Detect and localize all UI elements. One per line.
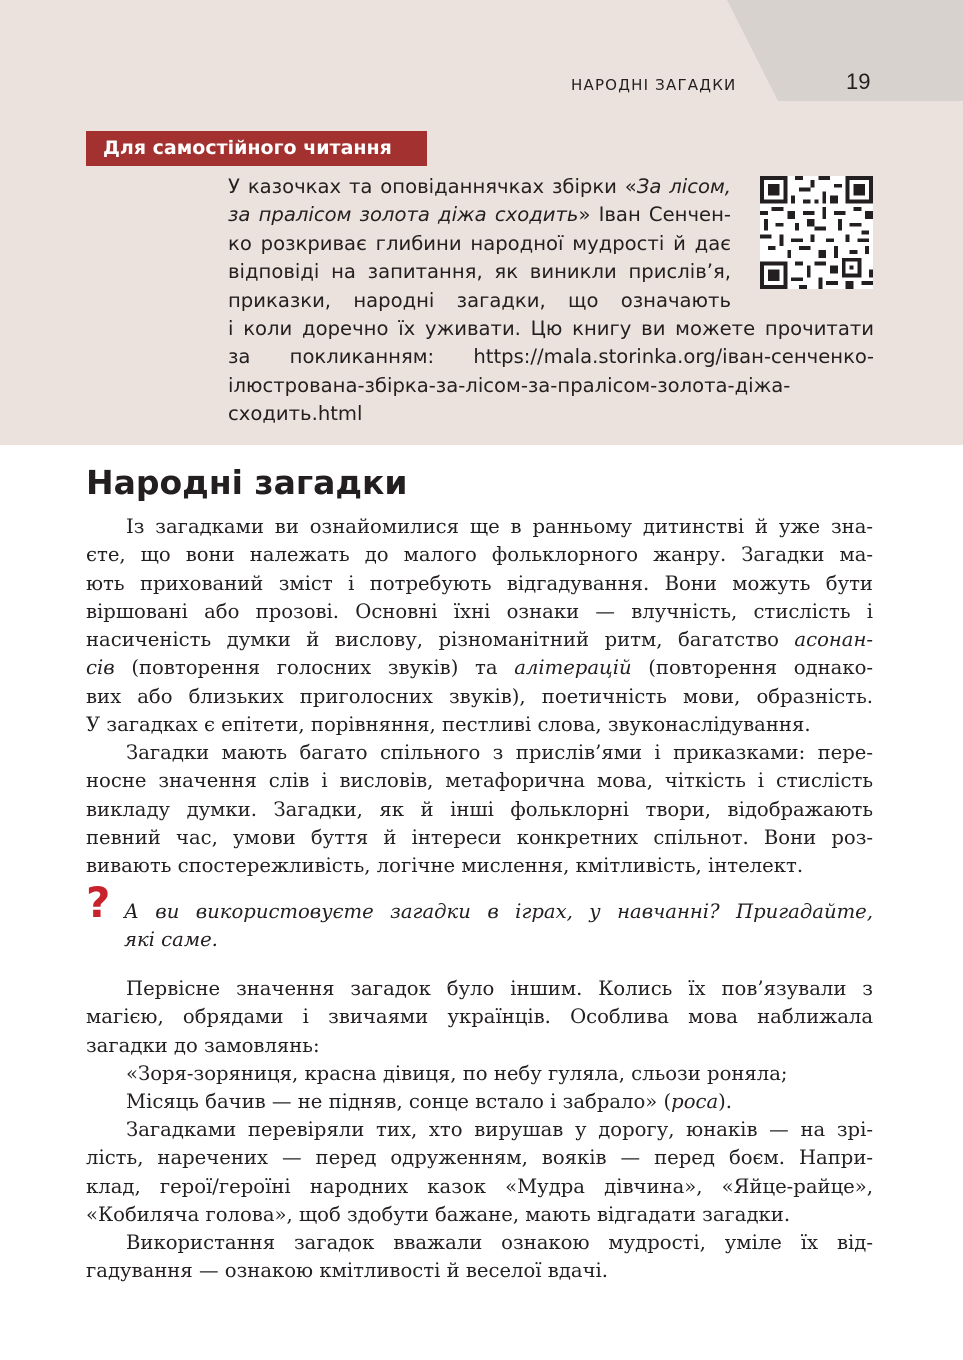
text-line: Із загадками ви ознайомилися ще в ранньому дитинстві й уже зна- bbox=[126, 515, 873, 538]
paragraph-5 bbox=[86, 1229, 873, 1286]
paragraph-4 bbox=[86, 1116, 873, 1229]
promo-link-line[interactable]: ілюстрована-збірка-за-лісом-за-пралісом-золота-діжа- bbox=[228, 373, 791, 397]
section-title: Народні загадки bbox=[86, 463, 408, 502]
page-corner-tab bbox=[0, 0, 963, 101]
riddle-line: «Зоря-зоряниця, красна дівиця, по небу гуляла, сльози роняла; bbox=[126, 1062, 788, 1085]
promo-line: за пралісом золота діжа сходить» Іван Сенчен- bbox=[228, 203, 731, 227]
text-line: «Кобиляча голова», щоб здобути бажане, мають відгадати загадки. bbox=[86, 1202, 791, 1226]
text-line: Використання загадок вважали ознакою мудрості, уміле їх від- bbox=[126, 1231, 873, 1254]
text-line: насиченість думки й вислову, різноманітний ритм, багатство асонан- bbox=[86, 628, 873, 652]
paragraph-3 bbox=[86, 975, 873, 1060]
riddle-line: Місяць бачив — не підняв, сонце встало і забрало» (роса). bbox=[126, 1090, 733, 1114]
text-line: загадки до замовлянь: bbox=[86, 1033, 320, 1057]
text-line: певний час, умови буття й інтереси конкретних спільнот. Вони роз- bbox=[86, 825, 873, 849]
promo-line: У казочках та оповіданнячках збірки «За лісом, bbox=[228, 175, 731, 198]
text-line: єте, що вони належать до малого фольклорного жанру. Загадки ма- bbox=[86, 543, 873, 567]
text-line: віршовані або прозові. Основні їхні ознаки — влучність, стислість і bbox=[86, 599, 873, 623]
text-line: сів (повторення голосних звуків) та алітерацій (повторення однако- bbox=[86, 656, 873, 680]
question-mark-icon: ? bbox=[86, 878, 111, 927]
text-line: викладу думки. Загадки, як й інші фольклорні твори, відображають bbox=[86, 797, 873, 821]
text-line: Загадками перевіряли тих, хто вирушав у дорогу, юнаків — на зрі- bbox=[126, 1118, 873, 1141]
promo-line: і коли доречно їх уживати. Цю книгу ви можете прочитати bbox=[228, 317, 874, 341]
text-line: гадування — ознакою кмітливості й веселої вдачі. bbox=[86, 1259, 609, 1283]
riddle-quote bbox=[86, 1060, 873, 1117]
text-line: клад, герої/героїні народних казок «Мудра дівчина», «Яйце-райце», bbox=[86, 1174, 873, 1198]
promo-line: відповіді на запитання, як виникли прислів’я, bbox=[228, 260, 731, 284]
text-line: вих або близьких приголосних звуків), поетичність мови, образність. bbox=[86, 684, 873, 708]
paragraph-1 bbox=[86, 513, 873, 739]
reading-box-label: Для самостійного читання bbox=[86, 131, 427, 166]
promo-link-line[interactable]: за покликанням: https://mala.storinka.org/іван-сенченко- bbox=[228, 345, 874, 369]
text-line: А ви використовуєте загадки в іграх, у навчанні? Пригадайте, bbox=[124, 900, 873, 923]
promo-link-line[interactable]: сходить.html bbox=[228, 402, 363, 426]
promo-line: ко розкриває глибини народної мудрості й дає bbox=[228, 231, 731, 255]
paragraph-2 bbox=[86, 739, 873, 880]
text-line: У загадках є епітети, порівняння, пестливі слова, звуконаслідування. bbox=[86, 713, 811, 737]
text-line: носне значення слів і висловів, метафорична мова, чіткість і стислість bbox=[86, 769, 873, 793]
text-line: вивають спостережливість, логічне мислення, кмітливість, інтелект. bbox=[86, 854, 804, 878]
text-line: які саме. bbox=[124, 928, 218, 952]
riddle-answer: роса bbox=[671, 1090, 719, 1114]
text-line: Загадки мають багато спільного з прислів’ями і приказками: пере- bbox=[126, 741, 873, 764]
page-number: 19 bbox=[846, 69, 871, 94]
text-line: ють прихований зміст і потребують відгадування. Вони можуть бути bbox=[86, 571, 873, 595]
reading-box-text bbox=[228, 173, 874, 429]
question-text bbox=[124, 898, 873, 955]
text-line: Первісне значення загадок було іншим. Колись їх пов’язували з bbox=[126, 977, 873, 1000]
running-head: НАРОДНІ ЗАГАДКИ bbox=[571, 76, 737, 94]
text-line: лість, наречених — перед одруженням, вояків — перед боєм. Напри- bbox=[86, 1146, 873, 1170]
text-line: магією, обрядами і звичаями українців. Особлива мова наближала bbox=[86, 1005, 873, 1029]
promo-line: приказки, народні загадки, що означають bbox=[228, 288, 731, 312]
